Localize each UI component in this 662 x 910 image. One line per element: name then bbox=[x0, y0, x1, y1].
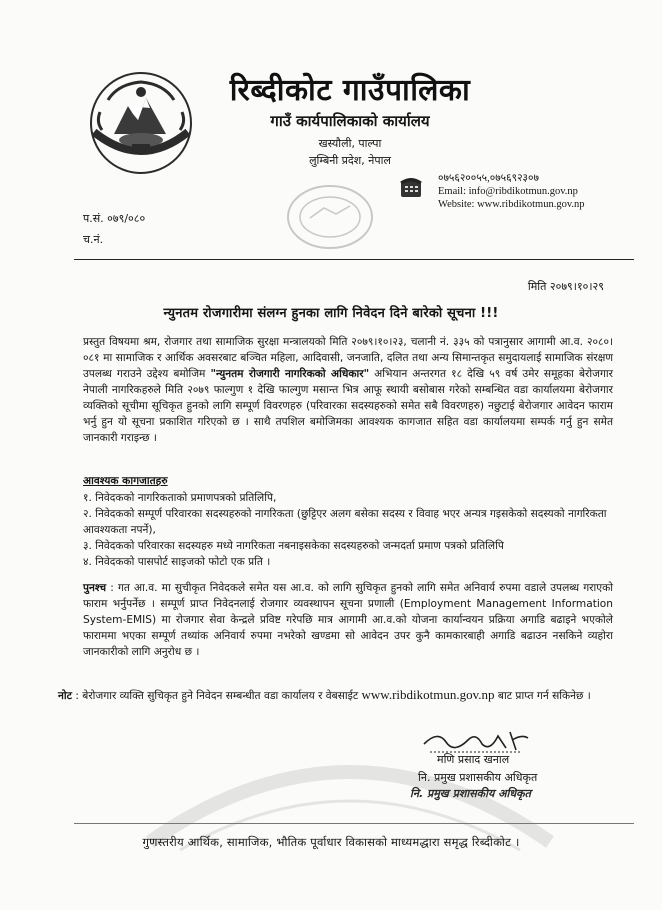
office-stamp-icon bbox=[284, 182, 376, 252]
footer-divider bbox=[74, 823, 634, 824]
campaign-name: "न्युनतम रोजगारी नागरिकको अधिकार" bbox=[210, 368, 370, 380]
address-line-2: लुम्बिनी प्रदेश, नेपाल bbox=[309, 154, 391, 167]
paragraph-1-text: प्रस्तुत विषयमा श्रम, रोजगार तथा सामाजिक सुरक्षा मन्त्रालयको मिति २०७९।१०।२३, चलानी नं. ३३५ को पत्रानुसार आगामी आ.व. २०८०।०८१ मा सामाजिक र आर्थिक अवसरबाट बञ्चित महिला, आदिवासी, जनजाति, दलित तथा अन्य सिमान्तकृत समुदायलाई सामाजिक संरक्षण उपलब्ध गराउने उद्देश्य बमोजिम bbox=[83, 336, 613, 380]
signatory-name: मणि प्रसाद खनाल bbox=[437, 753, 510, 766]
email: Email: info@ribdikotmun.gov.np bbox=[438, 186, 578, 197]
signatory-designation: नि. प्रमुख प्रशासकीय अधिकृत bbox=[418, 771, 538, 784]
document-item: ३. निवेदकको परिवारका सदस्यहरु मध्ये नागरिकता नबनाइसकेका सदस्यहरुको जन्मदर्ता प्रमाण पत्रको प्रतिलिपि bbox=[83, 540, 504, 552]
postscript-label: पुनश्च bbox=[83, 582, 107, 594]
issue-date: मिति २०७९।१०।२९ bbox=[527, 280, 604, 293]
reference-number: प.सं. ०७९/०८० bbox=[83, 212, 146, 225]
website-link[interactable]: www.ribdikotmun.gov.np bbox=[361, 687, 495, 702]
documents-heading: आवश्यक कागजातहरु bbox=[83, 475, 168, 487]
notice-title: न्युनतम रोजगारीमा संलग्न हुनका लागि निवेदन दिने बारेको सूचना !!! bbox=[163, 306, 499, 321]
phone-numbers: ०७५६२००५५,०७५६९२३०७ bbox=[438, 173, 539, 184]
header-divider bbox=[74, 259, 634, 260]
documents-list bbox=[83, 490, 613, 570]
document-item: २. निवेदकको सम्पूर्ण परिवारका सदस्यहरुको नागरिकता (छुट्टिएर अलग बसेका सदस्य र विवाह भएर अन्यत्र गइसकेको सदस्यको नागरिकता आवश्यकता नपर्ने), bbox=[83, 508, 607, 536]
government-emblem-icon bbox=[88, 70, 194, 176]
website: Website: www.ribdikotmun.gov.np bbox=[438, 199, 585, 210]
notice-paragraph-2 bbox=[83, 580, 613, 660]
note-text: : बेरोजगार व्यक्ति सुचिकृत हुने निवेदन सम्बन्धीत वडा कार्यालय र वेबसाईट bbox=[71, 690, 362, 702]
document-item: १. निवेदकको नागरिकताको प्रमाणपत्रको प्रतिलिपि, bbox=[83, 492, 277, 504]
footer-motto: गुणस्तरीय आर्थिक, सामाजिक, भौतिक पूर्वाधार विकासको माध्यमद्धारा समृद्ध रिब्दीकोट । bbox=[142, 835, 520, 849]
contact-block bbox=[438, 172, 585, 211]
note bbox=[58, 686, 613, 705]
paragraph-1-text-cont: अभियान अन्तरगत १८ देखि ५९ वर्ष उमेर समूहका बेरोजगार नेपाली नागरिकहरुले मिति २०७९ फाल्गुण १ देखि फाल्गुण मसान्त भित्र आफू स्थायी बसोबास गरेको सम्बन्धित वडा कार्यालयमा बेरोजगार व्यक्तिको सूचीमा सूचिकृत हुनको लागि सम्पूर्ण विवरणहरु (परिवारका सदस्यहरुको समेत सबै विवरणहरु) नछुटाई बेरोजगार आवेदन फाराम भर्नु हुन यो सूचना प्रकाशित गरिएको छ । साथै तपशिल बमोजिमका आवश्यक कागजात सहित वडा कार्यालयमा सम्पर्क गर्नु हुन समेत जानकारी गराइन्छ । bbox=[83, 368, 613, 444]
designation-stamp: नि. प्रमुख प्रशासकीय अधिकृत bbox=[410, 787, 531, 800]
office-name: गाउँ कार्यपालिकाको कार्यालय bbox=[270, 112, 430, 130]
note-text-cont: बाट प्राप्त गर्न सकिनेछ । bbox=[494, 690, 591, 702]
address-line-1: खस्यौली, पाल्पा bbox=[318, 137, 382, 150]
dispatch-number: च.नं. bbox=[83, 233, 104, 246]
telephone-icon bbox=[399, 173, 423, 199]
note-label: नोट bbox=[58, 690, 72, 702]
document-item: ४. निवेदकको पासपोर्ट साइजको फोटो एक प्रति । bbox=[83, 556, 271, 568]
postscript-text: : गत आ.व. मा सुचीकृत निवेदकले समेत यस आ.व. को लागि सुचिकृत हुनको लागि समेत अनिवार्य रुपमा वडाले उपलब्ध गराएको फाराम भर्नुपर्नेछ । सम्पूर्ण प्राप्त निवेदनलाई रोजगार व्यवस्थापन सूचना प्रणाली (Employment Management Information System-EMIS) मा रोजगार सेवा केन्द्रले प्रविष्ट गरेपछि मात्र आगामी आ.व.को योजना कार्यान्वयन प्रक्रिया अगाडि बढाइने भएकोले फाराममा भएका सम्पूर्ण तथ्यांक अनिवार्य रुपमा नभरेको खण्डमा सो आवेदन उपर कुनै कामकारबाही अगाडि बढाउन नसकिने व्यहोरा जानकारीको लागि अनुरोध छ । bbox=[83, 582, 613, 658]
org-name: रिब्दीकोट गाउँपालिका bbox=[229, 73, 471, 108]
notice-paragraph-1 bbox=[83, 334, 613, 446]
